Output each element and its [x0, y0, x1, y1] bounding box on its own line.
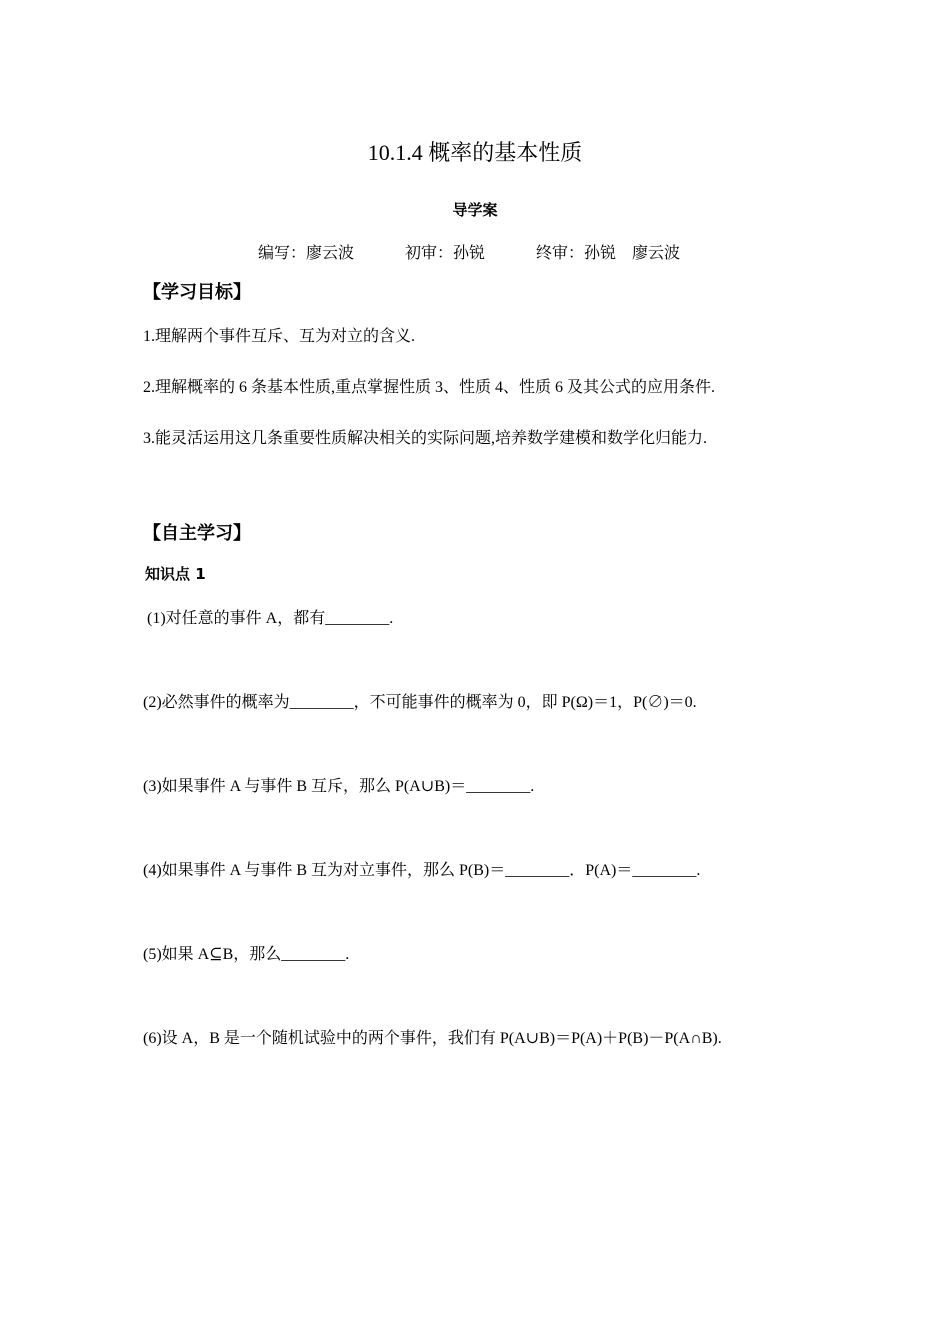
document-title: 10.1.4 概率的基本性质: [367, 140, 583, 165]
credit-first-review: 初审：孙锐: [405, 245, 486, 262]
credits-line: [258, 240, 680, 263]
document-subtitle: 导学案: [452, 201, 498, 219]
goals-heading: 【学习目标】: [143, 282, 251, 303]
goal-item: 2.理解概率的 6 条基本性质,重点掌握性质 3、性质 4、性质 6 及其公式的应用条件.: [143, 379, 716, 396]
study-item: (2)必然事件的概率为________，不可能事件的概率为 0，即 P(Ω)＝1，P(∅)＝0.: [143, 694, 697, 711]
study-item: (5)如果 A⊆B，那么________.: [143, 946, 350, 963]
knowledge-point-label: 知识点 1: [145, 565, 206, 583]
study-item: (1)对任意的事件 A，都有________.: [143, 610, 394, 627]
study-item: (4)如果事件 A 与事件 B 互为对立事件，那么 P(B)＝________．P(A)＝________.: [143, 862, 701, 879]
credit-editor: 编写：廖云波: [258, 245, 355, 262]
study-item: (3)如果事件 A 与事件 B 互斥，那么 P(A∪B)＝________.: [143, 778, 535, 795]
credit-final-review: 终审：孙锐 廖云波: [536, 245, 681, 262]
goal-item: 3.能灵活运用这几条重要性质解决相关的实际问题,培养数学建模和数学化归能力.: [143, 430, 708, 447]
goal-item: 1.理解两个事件互斥、互为对立的含义.: [143, 328, 416, 345]
self-study-heading: 【自主学习】: [143, 523, 251, 544]
study-item: (6)设 A，B 是一个随机试验中的两个事件，我们有 P(A∪B)＝P(A)＋P(B)－P(A∩B).: [143, 1030, 722, 1047]
